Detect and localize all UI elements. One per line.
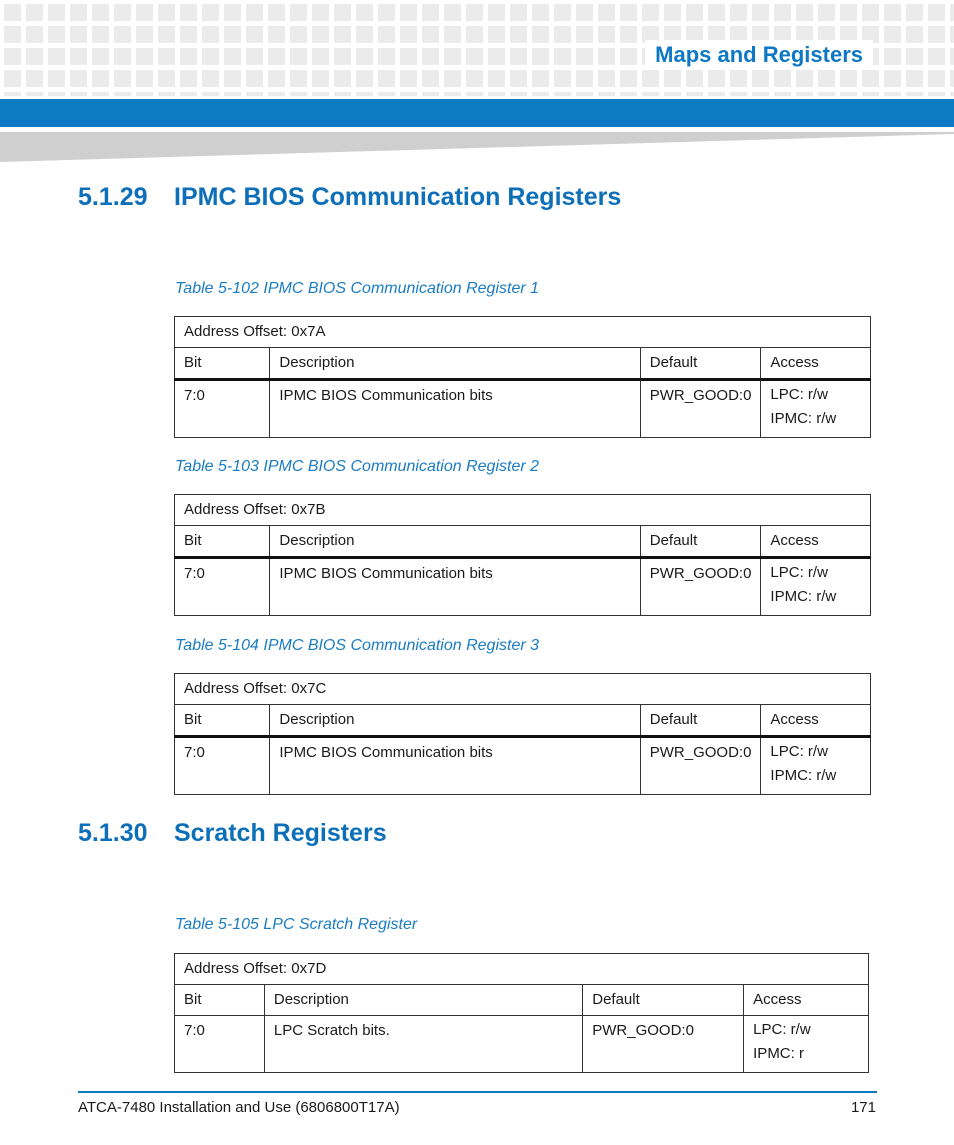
column-header-access: Access <box>744 985 869 1016</box>
access-ipmc: IPMC: r/w <box>770 588 837 605</box>
access-lpc: LPC: r/w <box>770 564 828 581</box>
cell-access <box>761 737 871 795</box>
register-table <box>174 316 871 438</box>
table-row <box>175 380 871 438</box>
column-header-bit: Bit <box>175 985 265 1016</box>
table-caption: Table 5-105 LPC Scratch Register <box>175 916 418 933</box>
access-lpc: LPC: r/w <box>770 743 828 760</box>
section-number: 5.1.29 <box>78 183 148 211</box>
table-row <box>175 558 871 616</box>
column-header-default: Default <box>583 985 744 1016</box>
cell-access <box>744 1016 869 1073</box>
header-blue-band <box>0 99 954 127</box>
access-lpc: LPC: r/w <box>753 1021 811 1038</box>
cell-bit: 7:0 <box>175 1016 265 1073</box>
column-header-bit: Bit <box>175 526 270 558</box>
cell-access <box>761 558 871 616</box>
running-section-title: Maps and Registers <box>645 40 873 70</box>
header-grey-wedge <box>0 132 954 164</box>
cell-bit: 7:0 <box>175 558 270 616</box>
column-header-access: Access <box>761 705 871 737</box>
address-offset: Address Offset: 0x7B <box>175 495 871 526</box>
column-header-default: Default <box>640 348 761 380</box>
cell-description: LPC Scratch bits. <box>264 1016 582 1073</box>
column-header-default: Default <box>640 705 761 737</box>
register-table <box>174 494 871 616</box>
access-ipmc: IPMC: r/w <box>770 767 837 784</box>
section-heading-5-1-30 <box>78 819 387 848</box>
table-caption: Table 5-102 IPMC BIOS Communication Register 1 <box>175 280 540 297</box>
table-row <box>175 1016 869 1073</box>
column-header-default: Default <box>640 526 761 558</box>
address-offset: Address Offset: 0x7C <box>175 674 871 705</box>
address-offset: Address Offset: 0x7A <box>175 317 871 348</box>
footer-rule <box>78 1091 877 1093</box>
column-header-bit: Bit <box>175 705 270 737</box>
access-ipmc: IPMC: r/w <box>770 410 837 427</box>
cell-default: PWR_GOOD:0 <box>583 1016 744 1073</box>
column-header-description: Description <box>270 348 640 380</box>
cell-bit: 7:0 <box>175 380 270 438</box>
cell-default: PWR_GOOD:0 <box>640 380 761 438</box>
column-header-description: Description <box>264 985 582 1016</box>
access-lpc: LPC: r/w <box>770 386 828 403</box>
column-header-bit: Bit <box>175 348 270 380</box>
table-row <box>175 737 871 795</box>
register-table <box>174 953 869 1073</box>
section-number: 5.1.30 <box>78 819 148 847</box>
column-header-description: Description <box>270 705 640 737</box>
cell-description: IPMC BIOS Communication bits <box>270 737 640 795</box>
table-caption: Table 5-104 IPMC BIOS Communication Register 3 <box>175 637 540 654</box>
cell-default: PWR_GOOD:0 <box>640 558 761 616</box>
cell-description: IPMC BIOS Communication bits <box>270 380 640 438</box>
access-ipmc: IPMC: r <box>753 1045 804 1062</box>
column-header-access: Access <box>761 348 871 380</box>
cell-description: IPMC BIOS Communication bits <box>270 558 640 616</box>
column-header-description: Description <box>270 526 640 558</box>
footer-document-title: ATCA-7480 Installation and Use (6806800T17A) <box>78 1099 400 1116</box>
cell-access <box>761 380 871 438</box>
cell-default: PWR_GOOD:0 <box>640 737 761 795</box>
section-title: Scratch Registers <box>174 819 387 847</box>
cell-bit: 7:0 <box>175 737 270 795</box>
section-title: IPMC BIOS Communication Registers <box>174 183 622 211</box>
register-table <box>174 673 871 795</box>
address-offset: Address Offset: 0x7D <box>175 954 869 985</box>
table-caption: Table 5-103 IPMC BIOS Communication Register 2 <box>175 458 540 475</box>
section-heading-5-1-29 <box>78 183 621 212</box>
column-header-access: Access <box>761 526 871 558</box>
page-number: 171 <box>850 1099 876 1116</box>
